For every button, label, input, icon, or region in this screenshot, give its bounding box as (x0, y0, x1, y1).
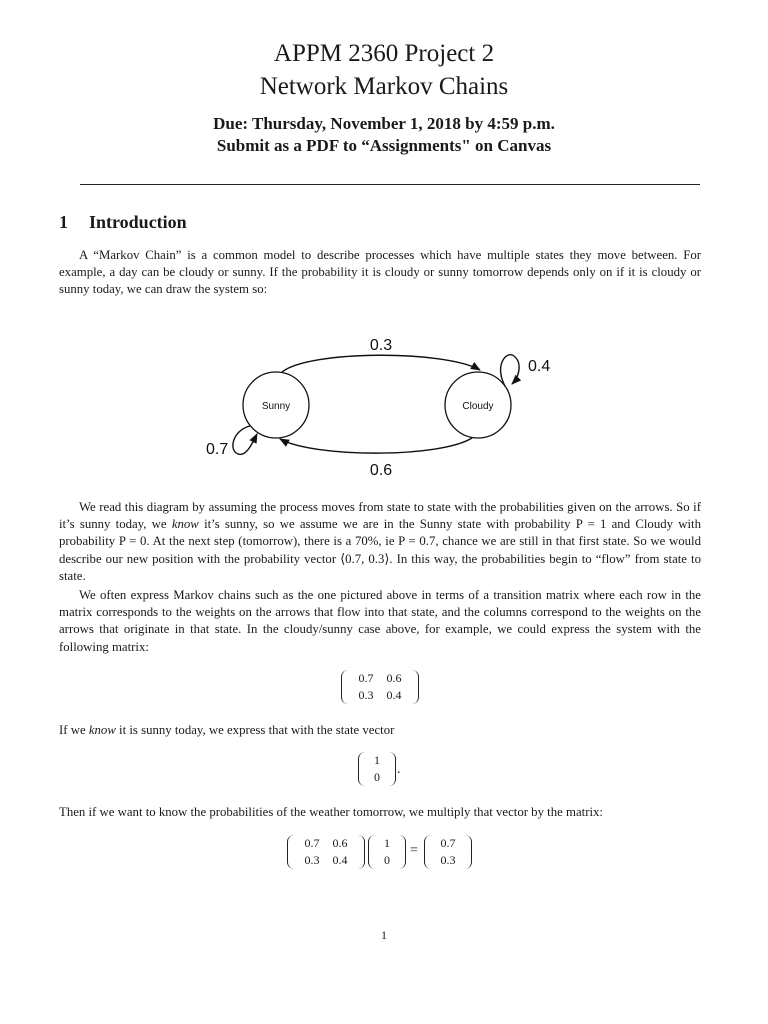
right-paren (399, 835, 406, 869)
state-vector-entries (365, 752, 389, 786)
left-paren (287, 835, 294, 869)
matrix-entry: 0.4 (332, 853, 348, 867)
transition-arrow-cloudy-to-sunny (280, 438, 472, 453)
section-number: 1 (59, 212, 68, 232)
p4-emphasis: know (88, 723, 116, 737)
matrix-entry: 0.3 (304, 853, 320, 867)
prob-cloudy-to-sunny: 0.6 (369, 462, 393, 479)
left-paren (341, 670, 348, 704)
document-title-line-2: Network Markov Chains (259, 73, 509, 100)
p4-text-b: it is sunny today, we express that with the state vector (115, 723, 395, 737)
state-vector (358, 752, 396, 786)
submission-instructions: Submit as a PDF to “Assignments" on Canvas (216, 136, 552, 155)
transition-matrix (341, 670, 419, 704)
matrix-entry: 0.6 (332, 836, 348, 850)
matrix-entry: 0.7 (304, 836, 320, 850)
intro-paragraph: A “Markov Chain” is a common model to describe processes which have multiple states they move between. For example, a day can be cloudy or sunny. If the probability it is cloudy or sunny tomorrow depends only on if it is cloudy or sunny today, we can draw the system so: (59, 248, 701, 297)
p2-text-b: it’s sunny, so we assume we are in the Sunny state with probability P = 1 and Cloudy with probability P = 0. At the next step (tomorrow), there is a 70%, ie P = 0.7, chance we are still in that first state. So we would describe our new position with the probability vector ⟨0.7, 0.3⟩. In this way, the probabilities begin to “flow” from state to state. (59, 517, 701, 583)
left-paren (424, 835, 431, 869)
document-title-line-1: APPM 2360 Project 2 (273, 40, 495, 67)
left-paren (358, 752, 365, 786)
due-date: Due: Thursday, November 1, 2018 by 4:59 p.m. (213, 114, 555, 133)
prob-cloudy-to-cloudy: 0.4 (528, 358, 551, 375)
state-sunny-label: Sunny (261, 401, 291, 412)
transition-arrow-sunny-to-cloudy (282, 355, 480, 372)
diagram-explanation-paragraph (59, 499, 701, 585)
left-paren (368, 835, 375, 869)
product-matrix-entries (294, 835, 358, 869)
self-loop-cloudy (501, 355, 520, 386)
vector-entry: 0.7 (440, 836, 456, 850)
p2-text-a: We read this diagram by assuming the process moves from state to state with the probabilities given on the arrows. So if it’s sunny today, we (59, 500, 701, 532)
equals-sign: = (410, 843, 418, 858)
state-vector-paragraph (59, 722, 701, 739)
section-title: Introduction (89, 212, 187, 232)
matrix-entry: 0.3 (358, 688, 374, 702)
state-vector-period: . (397, 762, 401, 777)
vector-entry: 1 (384, 836, 390, 850)
product-vector (368, 835, 406, 869)
product-vector-entries (375, 835, 399, 869)
prob-sunny-to-cloudy: 0.3 (369, 337, 393, 354)
vector-entry: 0 (374, 770, 380, 784)
right-paren (389, 752, 396, 786)
vector-entry: 0 (384, 853, 390, 867)
self-loop-sunny (233, 426, 257, 454)
product-matrix (287, 835, 365, 869)
section-heading (59, 212, 187, 233)
right-paren (358, 835, 365, 869)
state-cloudy-label: Cloudy (462, 401, 494, 412)
matrix-entry: 0.4 (386, 688, 402, 702)
matrix-entry: 0.7 (358, 671, 374, 685)
markov-chain-diagram (200, 326, 570, 486)
right-paren (465, 835, 472, 869)
result-vector-entries (431, 835, 465, 869)
matrix-entry: 0.6 (386, 671, 402, 685)
transition-matrix-entries (348, 670, 412, 704)
result-vector (424, 835, 472, 869)
transition-matrix-paragraph: We often express Markov chains such as the one pictured above in terms of a transition matrix where each row in the matrix corresponds to the weights on the arrows that flow into that state, and the columns correspond to the weights on the arrows that originate in that state. In the cloudy/sunny case above, for example, we could express the system with the following matrix: (59, 588, 701, 654)
right-paren (412, 670, 419, 704)
vector-entry: 1 (374, 753, 380, 767)
prob-sunny-to-sunny: 0.7 (206, 441, 229, 458)
p4-text-a: If we (59, 723, 89, 737)
page-number: 1 (381, 928, 387, 942)
p2-emphasis: know (171, 517, 199, 532)
multiplication-paragraph: Then if we want to know the probabilities of the weather tomorrow, we multiply that vector by the matrix: (59, 805, 603, 819)
horizontal-rule (80, 184, 700, 185)
vector-entry: 0.3 (440, 853, 456, 867)
